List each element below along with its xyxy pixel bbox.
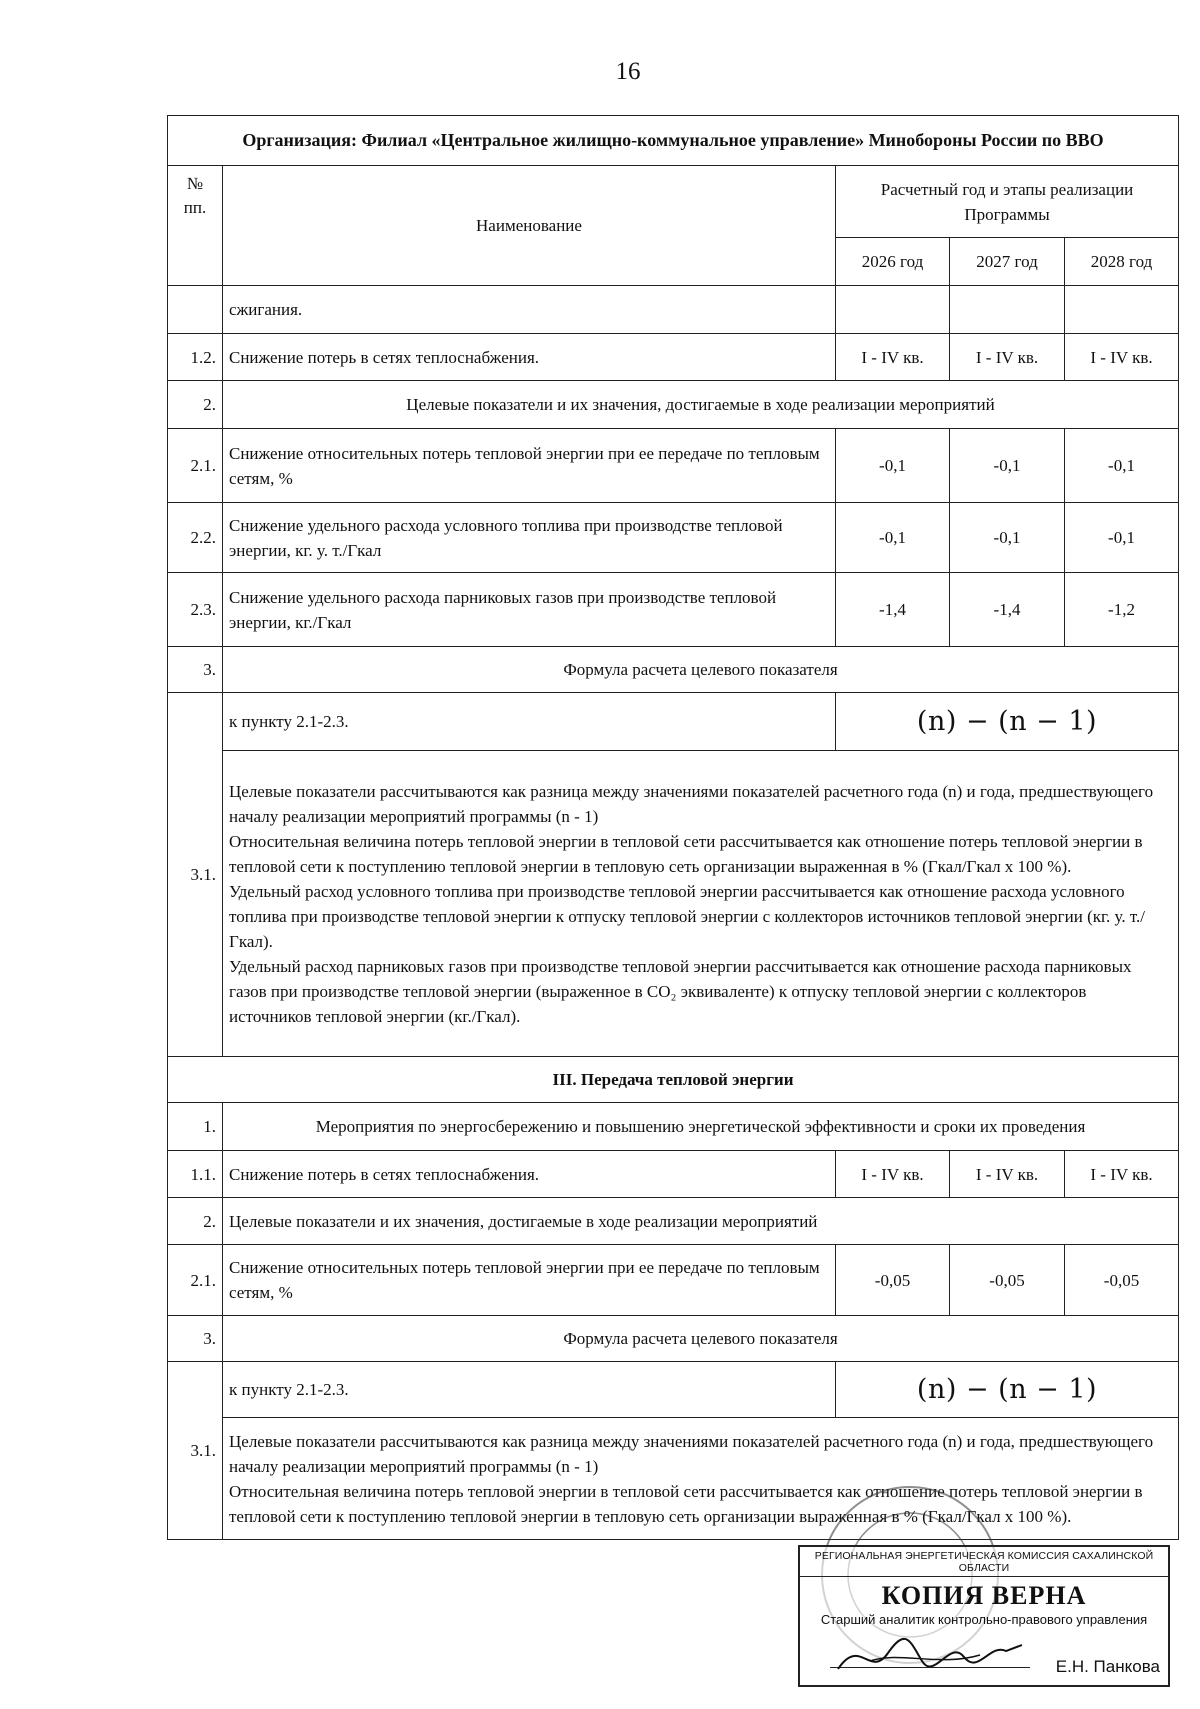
stamp-name: Е.Н. Панкова	[1055, 1657, 1160, 1676]
row-value: -0,1	[1065, 503, 1179, 573]
row-value: -0,05	[836, 1245, 950, 1316]
table-row	[168, 647, 1179, 693]
row-number: 3.1.	[168, 1362, 223, 1540]
row-number: 2.1.	[168, 429, 223, 503]
section-heading: Мероприятия по энергосбережению и повышению энергетической эффективности и сроки их проведения	[223, 1103, 1179, 1151]
main-table	[167, 115, 1179, 1540]
row-number: 2.	[168, 381, 223, 429]
header-year-2026: 2026 год	[836, 238, 950, 286]
row-value: -0,1	[836, 429, 950, 503]
row-value: I - IV кв.	[836, 334, 950, 381]
formula-row	[168, 1362, 1179, 1418]
section-heading: Целевые показатели и их значения, достигаемые в ходе реализации мероприятий	[223, 1198, 1179, 1245]
table-row	[168, 1245, 1179, 1316]
row-number: 1.	[168, 1103, 223, 1151]
row-name: Снижение потерь в сетях теплоснабжения.	[223, 334, 836, 381]
paragraph: Удельный расход парниковых газов при производстве тепловой энергии рассчитывается как отношение расхода парниковых газов при производстве тепловой энергии (выраженное в СО₂ эквиваленте) к отпуску тепловой энергии с коллекторов источников тепловой энергии (кг./Гкал).	[229, 956, 1132, 1026]
table-row	[168, 573, 1179, 647]
row-name: сжигания.	[223, 286, 836, 334]
row-number: 3.	[168, 647, 223, 693]
paragraph: Целевые показатели рассчитываются как разница между значениями показателей расчетного года (n) и года, предшествующего началу реализации мероприятий программы (n - 1)	[229, 1431, 1154, 1476]
formula: (n) − (n − 1)	[836, 1362, 1179, 1418]
table-row	[168, 334, 1179, 381]
formula: (n) − (n − 1)	[836, 693, 1179, 751]
table-row	[168, 1198, 1179, 1245]
table-row	[168, 1316, 1179, 1362]
paragraph: Относительная величина потерь тепловой энергии в тепловой сети рассчитывается как отношение потерь тепловой энергии в тепловой сети к поступлению тепловой энергии в тепловую сеть организации выраженная в % (Гкал/Гкал х 100 %).	[229, 831, 1143, 876]
row-value	[836, 286, 950, 334]
row-number: 3.	[168, 1316, 223, 1362]
certification-stamp	[798, 1545, 1170, 1687]
row-number: 2.	[168, 1198, 223, 1245]
stamp-header: РЕГИОНАЛЬНАЯ ЭНЕРГЕТИЧЕСКАЯ КОМИССИЯ САХАЛИНСКОЙ ОБЛАСТИ	[800, 1547, 1168, 1577]
formula-reference: к пункту 2.1-2.3.	[223, 1362, 836, 1418]
row-name: Снижение потерь в сетях теплоснабжения.	[223, 1151, 836, 1198]
formula-row	[168, 693, 1179, 751]
table-row	[168, 1151, 1179, 1198]
row-value: -0,05	[1065, 1245, 1179, 1316]
page-number: 16	[615, 58, 641, 85]
row-number	[168, 286, 223, 334]
row-value	[1065, 286, 1179, 334]
stamp-role: Старший аналитик контрольно-правового управления	[820, 1612, 1148, 1627]
row-value: -0,1	[950, 429, 1065, 503]
header-number: № пп.	[168, 166, 223, 286]
header-name: Наименование	[223, 166, 836, 286]
header-period: Расчетный год и этапы реализации Программы	[836, 166, 1179, 238]
signature-image	[830, 1631, 1030, 1681]
row-value: -0,1	[950, 503, 1065, 573]
row-name: Снижение удельного расхода условного топлива при производстве тепловой энергии, кг. у. т./Гкал	[223, 503, 836, 573]
section-title: III. Передача тепловой энергии	[168, 1057, 1179, 1103]
section-heading: Формула расчета целевого показателя	[223, 647, 1179, 693]
section-title-row	[168, 1057, 1179, 1103]
stamp-title: КОПИЯ ВЕРНА	[881, 1581, 1087, 1610]
table-row	[168, 503, 1179, 573]
row-value: -0,1	[836, 503, 950, 573]
row-value: -0,1	[1065, 429, 1179, 503]
row-value	[950, 286, 1065, 334]
paragraph: Удельный расход условного топлива при производстве тепловой энергии рассчитывается как отношение расхода условного топлива при производстве тепловой энергии к отпуску тепловой энергии с коллекторов источников тепловой энергии (кг. у. т./Гкал).	[229, 881, 1145, 951]
row-number: 3.1.	[168, 693, 223, 1057]
row-number: 2.2.	[168, 503, 223, 573]
formula-description	[223, 751, 1179, 1057]
row-value: -0,05	[950, 1245, 1065, 1316]
table-row	[168, 429, 1179, 503]
section-heading: Целевые показатели и их значения, достигаемые в ходе реализации мероприятий	[223, 381, 1179, 429]
table-row	[168, 286, 1179, 334]
row-name: Снижение относительных потерь тепловой энергии при ее передаче по тепловым сетям, %	[223, 1245, 836, 1316]
row-number: 1.1.	[168, 1151, 223, 1198]
formula-description-row	[168, 751, 1179, 1057]
row-value: -1,4	[950, 573, 1065, 647]
row-value: I - IV кв.	[1065, 334, 1179, 381]
paragraph: Относительная величина потерь тепловой энергии в тепловой сети рассчитывается как отношение потерь тепловой энергии в тепловой сети к поступлению тепловой энергии в тепловую сеть организации выраженная в % (Гкал/Гкал х 100 %).	[229, 1481, 1143, 1526]
row-value: I - IV кв.	[950, 334, 1065, 381]
formula-description	[223, 1418, 1179, 1540]
formula-reference: к пункту 2.1-2.3.	[223, 693, 836, 751]
table-row	[168, 1103, 1179, 1151]
header-year-2028: 2028 год	[1065, 238, 1179, 286]
row-value: I - IV кв.	[1065, 1151, 1179, 1198]
row-number: 2.1.	[168, 1245, 223, 1316]
formula-description-row	[168, 1418, 1179, 1540]
table-row	[168, 381, 1179, 429]
organization-row	[168, 116, 1179, 166]
row-value: I - IV кв.	[950, 1151, 1065, 1198]
row-name: Снижение относительных потерь тепловой энергии при ее передаче по тепловым сетям, %	[223, 429, 836, 503]
organization-title: Организация: Филиал «Центральное жилищно-коммунальное управление» Минобороны России по ВВО	[168, 116, 1179, 166]
row-value: -1,2	[1065, 573, 1179, 647]
row-name: Снижение удельного расхода парниковых газов при производстве тепловой энергии, кг./Гкал	[223, 573, 836, 647]
table-header-row	[168, 166, 1179, 238]
row-number: 1.2.	[168, 334, 223, 381]
section-heading: Формула расчета целевого показателя	[223, 1316, 1179, 1362]
header-year-2027: 2027 год	[950, 238, 1065, 286]
row-value: -1,4	[836, 573, 950, 647]
paragraph: Целевые показатели рассчитываются как разница между значениями показателей расчетного года (n) и года, предшествующего началу реализации мероприятий программы (n - 1)	[229, 781, 1154, 826]
row-value: I - IV кв.	[836, 1151, 950, 1198]
row-number: 2.3.	[168, 573, 223, 647]
